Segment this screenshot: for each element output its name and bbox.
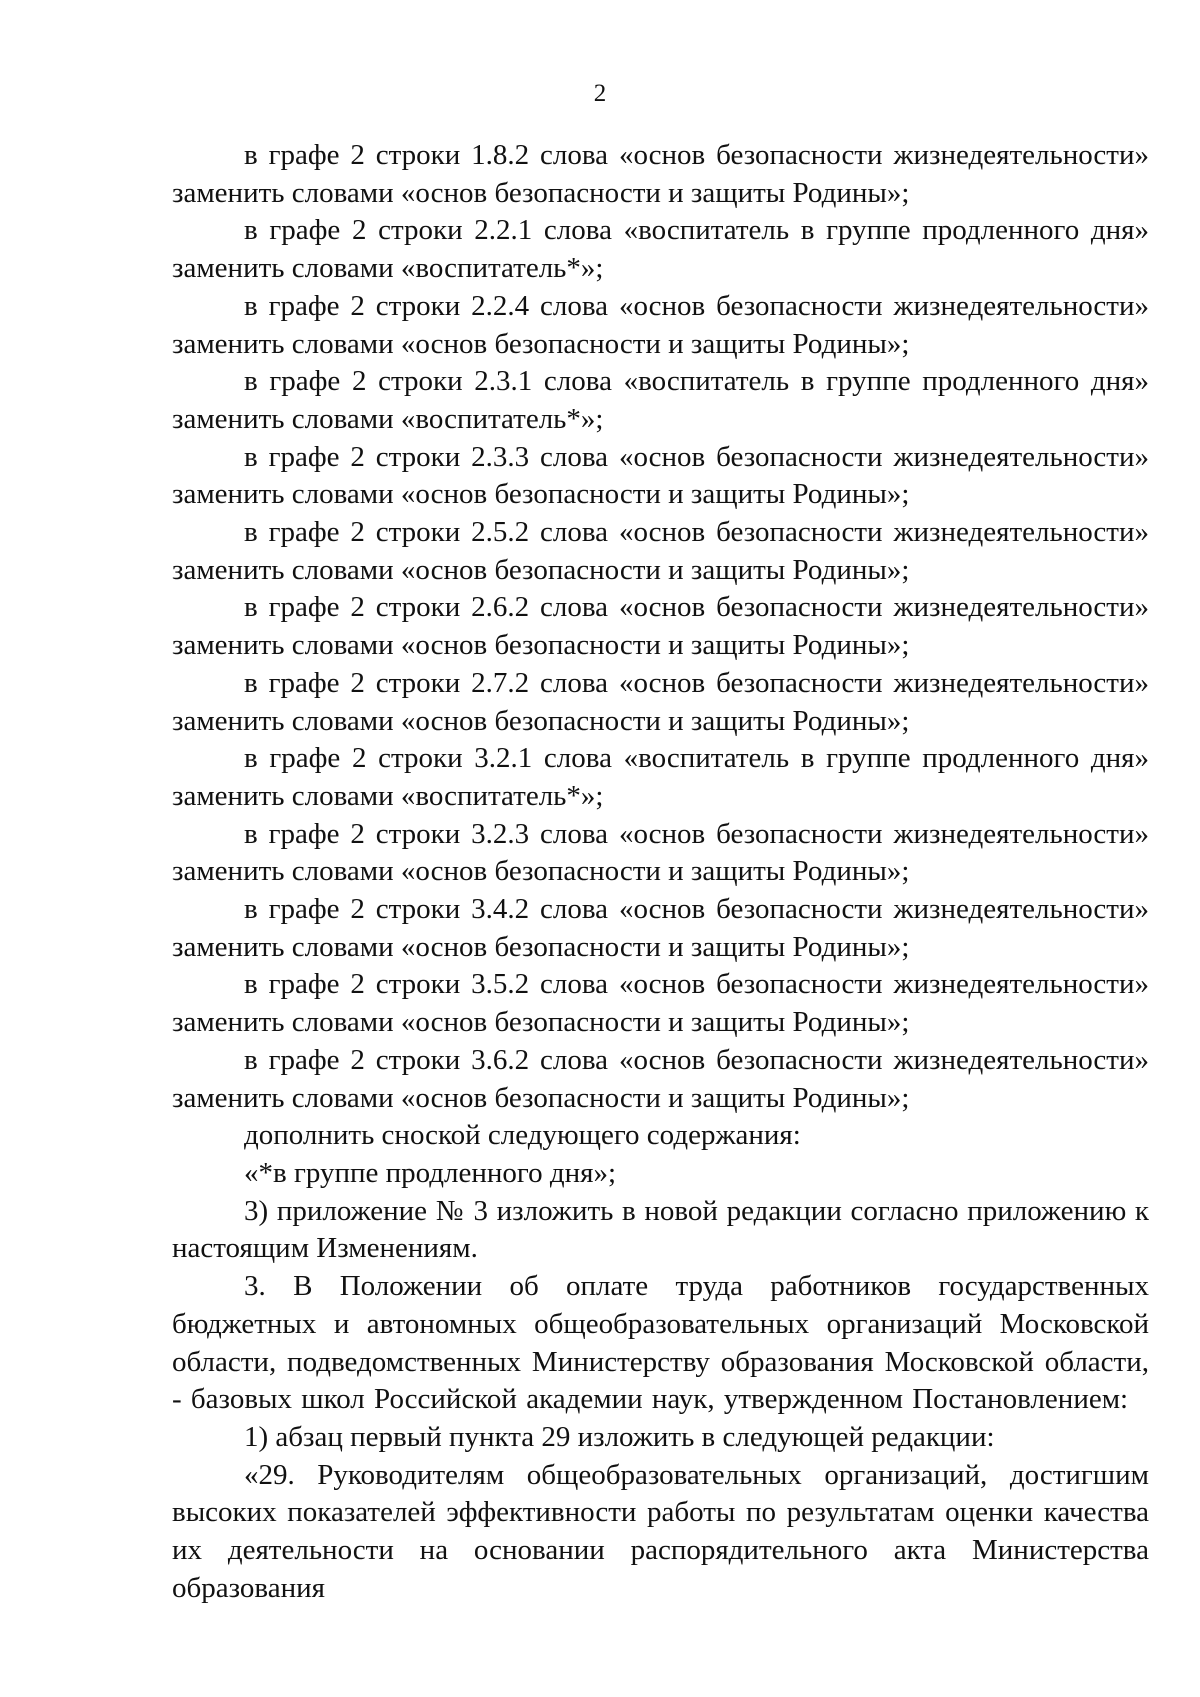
paragraph: в графе 2 строки 2.3.1 слова «воспитатель в группе продленного дня» заменить словами «воспитатель*»; <box>172 365 1149 435</box>
paragraph: «29. Руководителям общеобразовательных организаций, достигшим высоких показателей эффективности работы по результатам оценки качества их деятельности на основании распорядительного акта Министерства образования <box>172 1458 1149 1604</box>
paragraph: 1) абзац первый пункта 29 изложить в следующей редакции: <box>244 1420 995 1453</box>
paragraph: в графе 2 строки 2.3.3 слова «основ безопасности жизнедеятельности» заменить словами «основ безопасности и защиты Родины»; <box>172 440 1149 511</box>
page-number: 2 <box>593 80 607 107</box>
paragraph: в графе 2 строки 2.2.4 слова «основ безопасности жизнедеятельности» заменить словами «основ безопасности и защиты Родины»; <box>172 289 1149 360</box>
paragraph: в графе 2 строки 2.6.2 слова «основ безопасности жизнедеятельности» заменить словами «основ безопасности и защиты Родины»; <box>172 591 1149 662</box>
paragraph: в графе 2 строки 3.2.3 слова «основ безопасности жизнедеятельности» заменить словами «основ безопасности и защиты Родины»; <box>172 817 1149 888</box>
paragraph: в графе 2 строки 1.8.2 слова «основ безопасности жизнедеятельности» заменить словами «основ безопасности и защиты Родины»; <box>172 139 1149 209</box>
footnote-text: «*в группе продленного дня»; <box>244 1156 617 1189</box>
paragraph: в графе 2 строки 3.6.2 слова «основ безопасности жизнедеятельности» заменить словами «основ безопасности и защиты Родины»; <box>172 1043 1149 1114</box>
paragraph: в графе 2 строки 3.2.1 слова «воспитатель в группе продленного дня» заменить словами «воспитатель*»; <box>172 742 1149 812</box>
paragraph: в графе 2 строки 2.5.2 слова «основ безопасности жизнедеятельности» заменить словами «основ безопасности и защиты Родины»; <box>172 516 1149 586</box>
paragraph: в графе 2 строки 2.7.2 слова «основ безопасности жизнедеятельности» заменить словами «основ безопасности и защиты Родины»; <box>172 666 1149 737</box>
document-body <box>172 137 1149 1607</box>
section-heading-paragraph: 3. В Положении об оплате труда работников государственных бюджетных и автономных общеобразовательных организаций Московской области, подведомственных Министерству образования Московской области, - базовых школ Российской академии наук, утвержденном Постановлением: <box>172 1270 1149 1416</box>
paragraph: в графе 2 строки 2.2.1 слова «воспитатель в группе продленного дня» заменить словами «воспитатель*»; <box>172 214 1149 285</box>
paragraph: в графе 2 строки 3.5.2 слова «основ безопасности жизнедеятельности» заменить словами «основ безопасности и защиты Родины»; <box>172 968 1149 1039</box>
paragraph: в графе 2 строки 3.4.2 слова «основ безопасности жизнедеятельности» заменить словами «основ безопасности и защиты Родины»; <box>172 893 1149 963</box>
paragraph: 3) приложение № 3 изложить в новой редакции согласно приложению к настоящим Изменениям. <box>172 1194 1149 1265</box>
footnote-intro: дополнить сноской следующего содержания: <box>244 1119 801 1152</box>
